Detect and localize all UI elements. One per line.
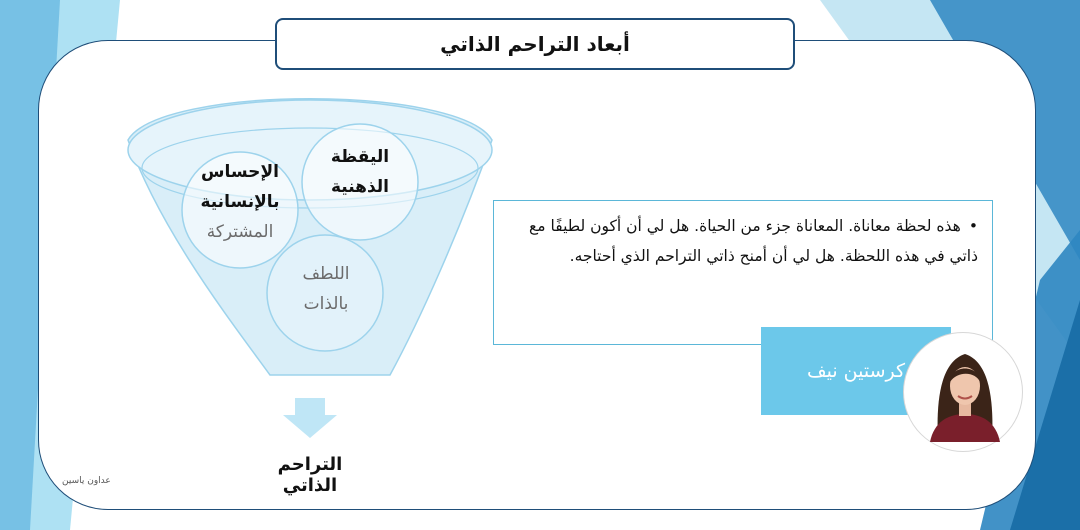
label-common-humanity xyxy=(180,157,300,247)
quote-box xyxy=(493,200,993,345)
label-mindfulness-line1: اليقظة xyxy=(330,147,390,167)
label-common-humanity-line2: بالإنسانية xyxy=(200,192,280,212)
quote-text: هذه لحظة معاناة. المعاناة جزء من الحياة. هل لي أن أكون لطيفًا مع ذاتي في هذه اللحظة. هل لي أن أمنح ذاتي التراحم الذي أحتاجه. xyxy=(529,217,978,265)
signature: عداون ياسين xyxy=(62,476,111,486)
label-self-kindness xyxy=(276,259,376,319)
label-common-humanity-line1: الإحساس xyxy=(201,162,279,182)
label-mindfulness-line2: الذهنية xyxy=(330,177,389,197)
author-name: كرستين نيف xyxy=(761,327,951,415)
label-self-kindness-line2: بالذات xyxy=(303,294,349,314)
label-mindfulness xyxy=(310,142,410,202)
funnel-output-label: التراحم الذاتي xyxy=(277,454,343,496)
author-photo xyxy=(928,342,1002,442)
label-self-kindness-line1: اللطف xyxy=(302,264,350,284)
label-common-humanity-line3: المشتركة xyxy=(206,222,274,242)
slide-title: أبعاد التراحم الذاتي xyxy=(275,18,795,70)
bullet-icon: • xyxy=(968,217,978,235)
